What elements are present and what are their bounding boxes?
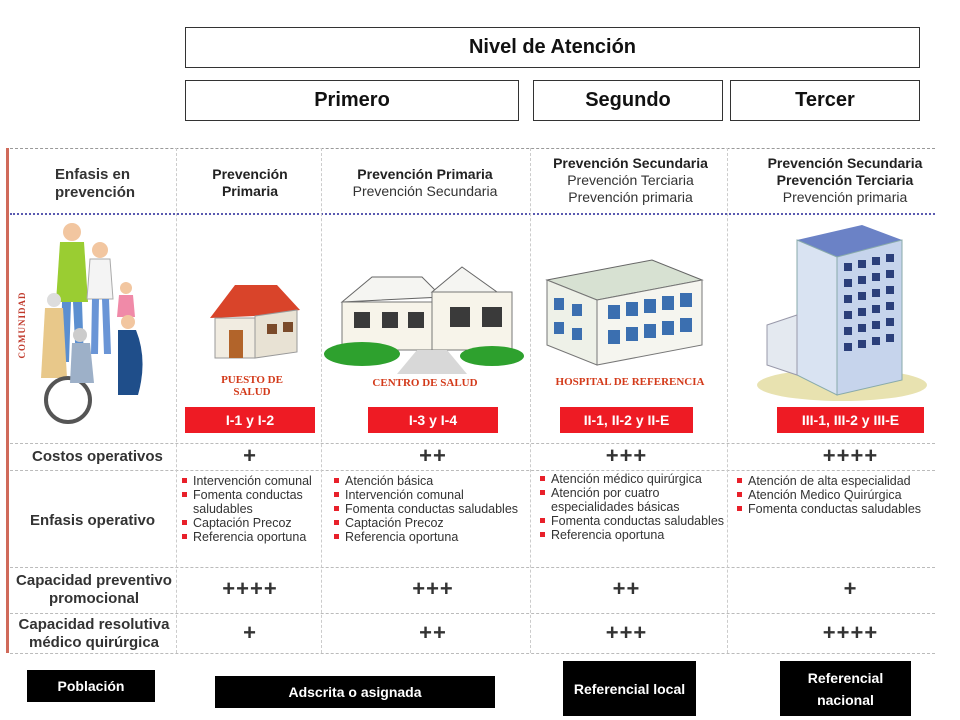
row-sep-5: [10, 653, 935, 654]
list-item: Referencia oportuna: [540, 528, 725, 542]
list-item: Fomenta conductas saludables: [182, 488, 322, 516]
list-item: Fomenta conductas saludables: [540, 514, 725, 528]
row-sep-4: [10, 613, 935, 614]
resolutiva-col2: ++: [419, 620, 447, 645]
tower-hospital-illustration: [752, 215, 930, 403]
puesto-de-salud-illustration: [205, 280, 305, 365]
costos-col3: +++: [605, 443, 648, 468]
category-badge-4: III-1, III-2 y III-E: [777, 407, 924, 433]
col1-heading-bold: Prevención Primaria: [212, 166, 288, 199]
col2-heading-line-1: Prevención Secundaria: [352, 183, 498, 199]
col4-heading-bold-2: Prevención Terciaria: [776, 172, 914, 188]
costos-col4: ++++: [822, 443, 879, 468]
col3-heading-line-1: Prevención Terciaria: [567, 172, 694, 188]
col3-heading: [533, 155, 728, 206]
col4-heading-line-1: Prevención primaria: [782, 189, 908, 205]
side-label-comunidad: COMUNIDAD: [17, 291, 27, 359]
nivel-atencion-title: Nivel de Atención: [185, 27, 920, 68]
caption-centro-de-salud: CENTRO DE SALUD: [372, 377, 478, 389]
col2-heading-bold: Prevención Primaria: [357, 166, 493, 182]
preventivo-col1: ++++: [222, 576, 278, 601]
costos-col1: +: [243, 443, 257, 468]
resolutiva-col4: ++++: [822, 620, 879, 645]
enfasis-operativo-col2: [334, 474, 529, 544]
list-item: Captación Precoz: [182, 516, 322, 530]
centro-de-salud-illustration: [322, 262, 527, 374]
list-item: Atención médico quirúrgica: [540, 472, 725, 486]
list-item: Referencia oportuna: [334, 530, 529, 544]
list-item: Atención de alta especialidad: [737, 474, 935, 488]
list-item: Fomenta conductas saludables: [737, 502, 935, 516]
referencial-nacional-label: Referencial nacional: [780, 661, 911, 716]
enfasis-operativo-col3: [540, 472, 725, 542]
col-sep-1: [176, 148, 177, 653]
resolutiva-col1: +: [243, 620, 257, 645]
enfasis-operativo-col4: [737, 474, 935, 516]
list-item: Intervención comunal: [182, 474, 322, 488]
caption-puesto-de-salud: PUESTO DE SALUD: [221, 374, 283, 398]
col4-heading-bold: Prevención Secundaria: [767, 155, 923, 171]
col-sep-3: [530, 148, 531, 653]
referencial-local-label: Referencial local: [563, 661, 696, 716]
level-primero: Primero: [185, 80, 519, 121]
adscrita-asignada-label: Adscrita o asignada: [215, 676, 495, 708]
costos-col2: ++: [419, 443, 447, 468]
hospital-de-referencia-illustration: [542, 250, 712, 370]
list-item: Intervención comunal: [334, 488, 529, 502]
category-badge-2: I-3 y I-4: [368, 407, 498, 433]
top-grid-line: [10, 148, 935, 149]
level-segundo: Segundo: [533, 80, 723, 121]
level-tercer: Tercer: [730, 80, 920, 121]
category-badge-3: II-1, II-2 y II-E: [560, 407, 693, 433]
row-sep-3: [10, 567, 935, 568]
col1-heading: [180, 166, 320, 200]
col-sep-2: [321, 148, 322, 653]
list-item: Captación Precoz: [334, 516, 529, 530]
list-item: Fomenta conductas saludables: [334, 502, 529, 516]
row-label-costos: Costos operativos: [32, 448, 163, 465]
col4-heading: [745, 155, 945, 206]
caption-hospital-de-referencia: HOSPITAL DE REFERENCIA: [555, 376, 705, 388]
preventivo-col2: +++: [412, 576, 454, 601]
list-item: Referencia oportuna: [182, 530, 322, 544]
row-sep-2: [10, 470, 935, 471]
list-item: Atención básica: [334, 474, 529, 488]
community-people-illustration: [40, 220, 160, 435]
preventivo-col3: ++: [612, 576, 641, 601]
col3-heading-bold: Prevención Secundaria: [553, 155, 708, 171]
resolutiva-col3: +++: [605, 620, 648, 645]
row-label-capacidad-resolutiva: Capacidad resolutiva médico quirúrgica: [18, 616, 170, 651]
row-label-capacidad-preventivo: Capacidad preventivo promocional: [16, 572, 172, 607]
row-label-enfasis-prevencion: Enfasis en prevención: [55, 166, 136, 201]
poblacion-label: Población: [27, 670, 155, 702]
row-label-enfasis-operativo: Enfasis operativo: [30, 512, 156, 529]
col3-heading-line-2: Prevención primaria: [568, 189, 693, 205]
category-badge-1: I-1 y I-2: [185, 407, 315, 433]
col-sep-4: [727, 148, 728, 653]
left-border: [6, 148, 9, 653]
enfasis-operativo-col1: [182, 474, 322, 544]
list-item: Atención por cuatro especialidades básicas: [540, 486, 725, 514]
preventivo-col4: +: [843, 576, 858, 601]
list-item: Atención Medico Quirúrgica: [737, 488, 935, 502]
col2-heading: [325, 166, 525, 200]
